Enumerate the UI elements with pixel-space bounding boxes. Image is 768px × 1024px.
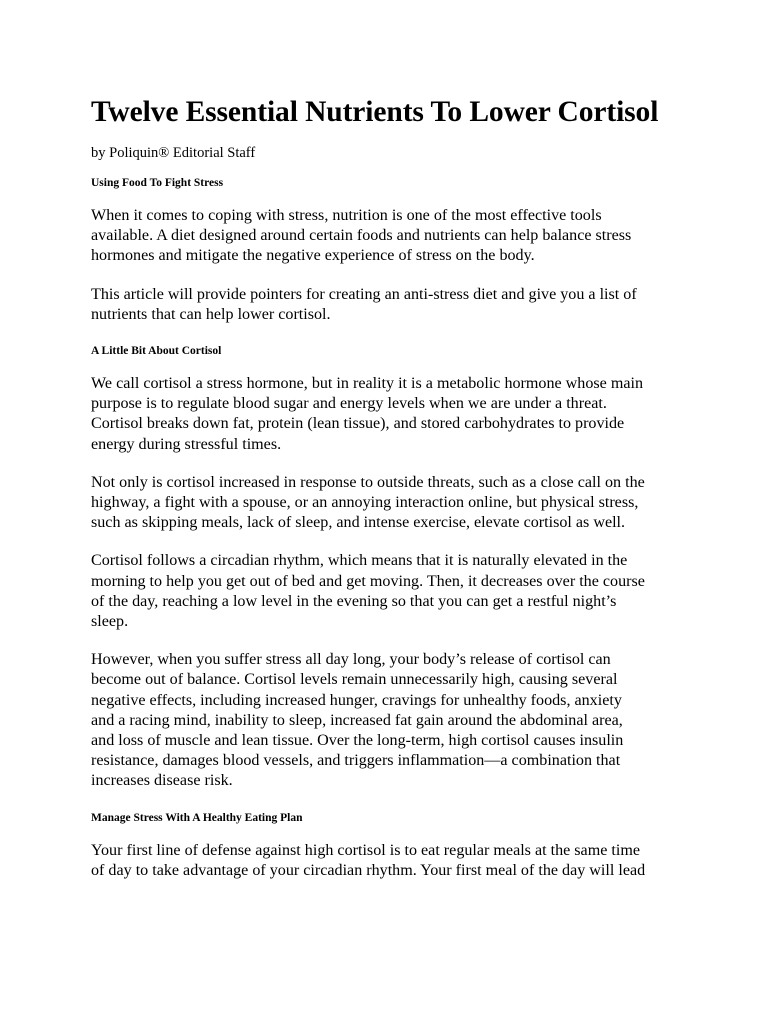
text-line: and a racing mind, inability to sleep, increased fat gain around the abdominal area, [91,711,623,729]
text-line: Cortisol breaks down fat, protein (lean tissue), and stored carbohydrates to provide [91,415,625,433]
paragraph [91,206,691,267]
text-line: highway, a fight with a spouse, or an annoying interaction online, but physical stress, [91,494,639,512]
text-line: This article will provide pointers for creating an anti-stress diet and give you a list of [91,285,637,303]
text-line: negative effects, including increased hunger, cravings for unhealthy foods, anxiety [91,691,622,709]
text-line: Not only is cortisol increased in response to outside threats, such as a close call on the [91,473,645,491]
document-page [91,92,691,881]
text-line: of the day, reaching a low level in the evening so that you can get a restful night’s [91,592,617,610]
paragraph [91,551,691,632]
text-line: and loss of muscle and lean tissue. Over the long-term, high cortisol causes insulin [91,732,624,750]
text-line: morning to help you get out of bed and get moving. Then, it decreases over the course [91,572,645,590]
text-line: energy during stressful times. [91,435,282,453]
text-line: of day to take advantage of your circadian rhythm. Your first meal of the day will lead [91,861,646,879]
byline: by Poliquin® Editorial Staff [91,145,256,161]
article-title: Twelve Essential Nutrients To Lower Cortisol [91,96,659,128]
text-line: We call cortisol a stress hormone, but in reality it is a metabolic hormone whose main [91,375,644,393]
text-line: purpose is to regulate blood sugar and energy levels when we are under a threat. [91,395,607,413]
paragraph [91,285,691,325]
text-line: When it comes to coping with stress, nutrition is one of the most effective tools [91,207,602,224]
section-heading: A Little Bit About Cortisol [91,345,222,358]
text-line: nutrients that can help lower cortisol. [91,305,331,323]
text-line: Your first line of defense against high cortisol is to eat regular meals at the same time [91,841,640,859]
text-line: However, when you suffer stress all day long, your body’s release of cortisol can [91,651,611,669]
text-line: available. A diet designed around certain foods and nutrients can help balance stress [91,227,632,245]
paragraph [91,650,691,791]
text-line: hormones and mitigate the negative experience of stress on the body. [91,247,535,265]
text-line: sleep. [91,613,129,631]
paragraph [91,374,691,455]
text-line: become out of balance. Cortisol levels remain unnecessarily high, causing several [91,671,618,689]
paragraph [91,841,691,881]
text-line: such as skipping meals, lack of sleep, and intense exercise, elevate cortisol as well. [91,514,626,532]
paragraph [91,473,691,534]
section-heading: Manage Stress With A Healthy Eating Plan [91,811,303,824]
text-line: Cortisol follows a circadian rhythm, which means that it is naturally elevated in the [91,552,628,570]
text-line: resistance, damages blood vessels, and triggers inflammation—a combination that [91,752,621,770]
text-line: increases disease risk. [91,772,233,790]
section-heading: Using Food To Fight Stress [91,177,224,189]
